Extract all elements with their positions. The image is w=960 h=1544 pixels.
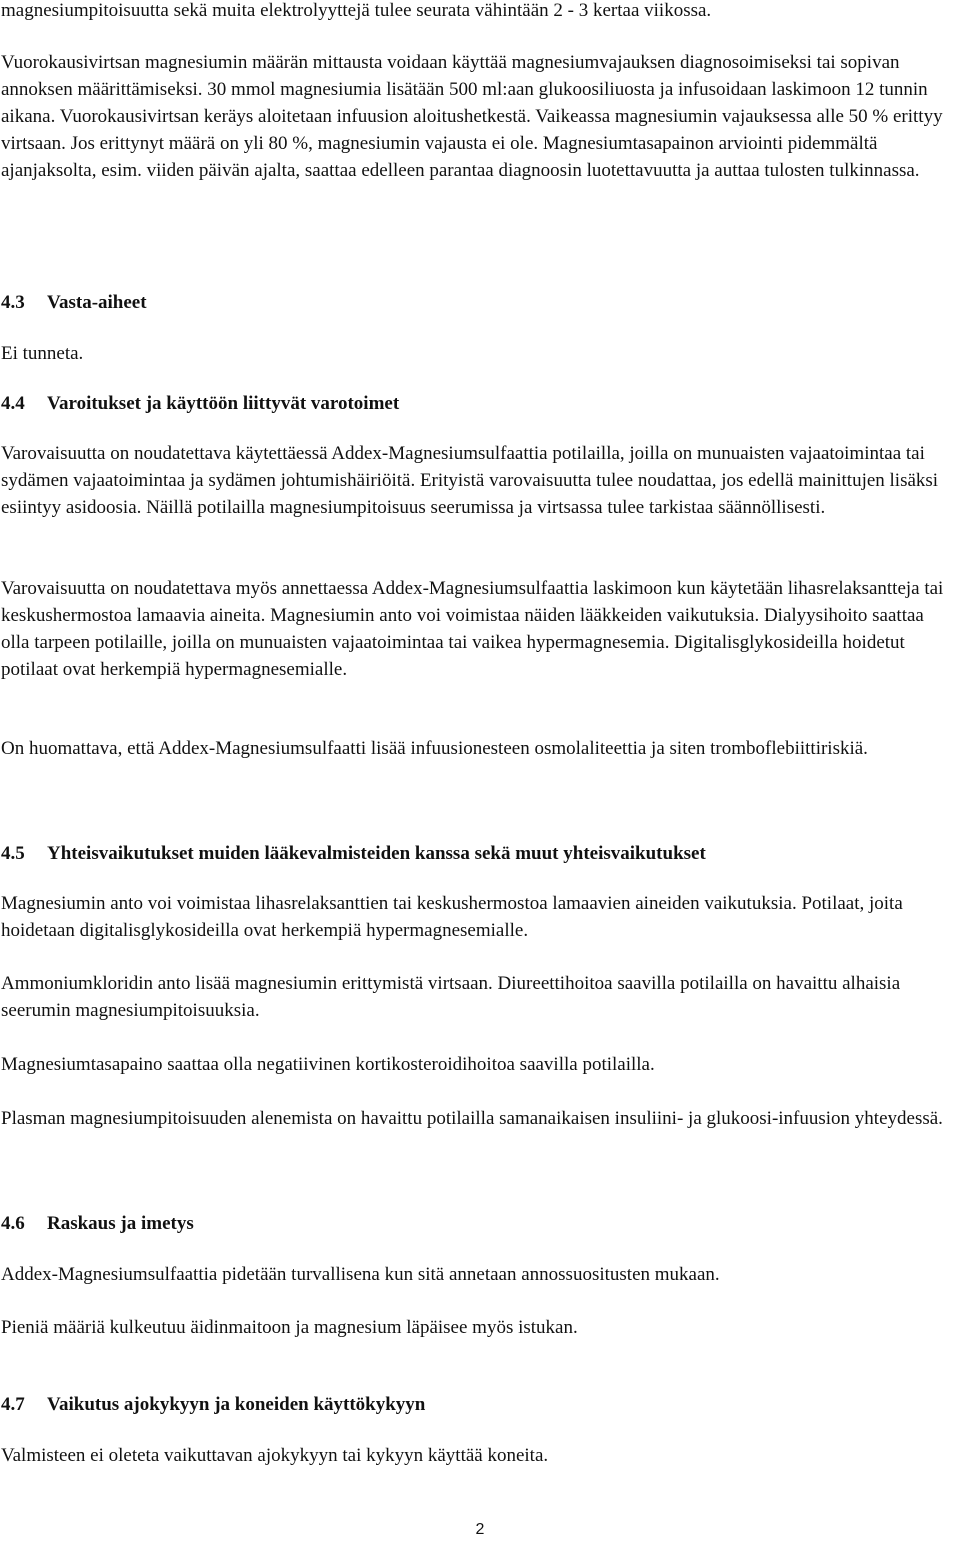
- section-4-4-paragraph-2: [1, 575, 951, 683]
- paragraph-text: On huomattava, että Addex-Magnesiumsulfaatti lisää infuusionesteen osmolaliteettia ja siten tromboflebiittiriskiä.: [1, 738, 868, 759]
- paragraph-text: Magnesiumtasapaino saattaa olla negatiivinen kortikosteroidihoitoa saavilla potilailla.: [1, 1054, 655, 1075]
- section-4-6-paragraph-1: [1, 1261, 951, 1288]
- section-heading-4-3: [1, 289, 147, 316]
- section-title: Vasta-aiheet: [47, 292, 147, 313]
- paragraph-text: Varovaisuutta on noudatettava myös annettaessa Addex-Magnesiumsulfaattia laskimoon kun käytetään lihasrelaksantteja tai keskushermostoa lamaavia aineita. Magnesiumin anto voi voimistaa näiden lääkkeiden vaikutuksia. Dialyysihoito saattaa olla tarpeen potilaille, joilla on munuaisten vajaatoimintaa tai vaikea hypermagnesemia. Digitalisglykosideilla hoidetut potilaat ovat herkempiä hypermagnesemialle.: [1, 578, 944, 680]
- paragraph-text: Addex-Magnesiumsulfaattia pidetään turvallisena kun sitä annetaan annossuositusten mukaan.: [1, 1264, 720, 1285]
- section-4-3-text: Ei tunneta.: [1, 343, 84, 364]
- page-number: 2: [475, 1521, 485, 1538]
- paragraph-text: Valmisteen ei oleteta vaikuttavan ajokykyyn tai kykyyn käyttää koneita.: [1, 1445, 549, 1466]
- intro-line-text: magnesiumpitoisuutta sekä muita elektrolyyttejä tulee seurata vähintään 2 - 3 kertaa viikossa.: [1, 0, 712, 21]
- section-number: 4.7: [1, 1394, 25, 1415]
- paragraph-text: Varovaisuutta on noudatettava käytettäessä Addex-Magnesiumsulfaattia potilailla, joilla on munuaisten vajaatoimintaa tai sydämen vajaatoimintaa ja sydämen johtumishäiriöitä. Erityistä varovaisuutta tulee noudattaa, jos edellä mainittujen lisäksi esiintyy asidoosia. Näillä potilailla magnesiumpitoisuus seerumissa ja virtsassa tulee tarkistaa säännöllisesti.: [1, 443, 939, 518]
- intro-paragraph: [1, 49, 946, 184]
- section-4-5-paragraph-3: [1, 1051, 951, 1078]
- section-4-7-paragraph-1: [1, 1442, 951, 1469]
- section-title: Yhteisvaikutukset muiden lääkevalmisteiden kanssa sekä muut yhteisvaikutukset: [47, 843, 706, 864]
- section-4-6-paragraph-2: [1, 1314, 951, 1341]
- section-4-4-paragraph-3: [1, 735, 951, 762]
- section-heading-4-5: [1, 840, 706, 867]
- intro-paragraph-text: Vuorokausivirtsan magnesiumin määrän mittausta voidaan käyttää magnesiumvajauksen diagnosoimiseksi tai sopivan annoksen määrittämiseksi. 30 mmol magnesiumia lisätään 500 ml:aan glukoosiliuosta ja infusoidaan laskimoon 12 tunnin aikana. Vuorokausivirtsan keräys aloitetaan infuusion aloitushetkestä. Vaikeassa magnesiumin vajauksessa alle 50 % erittyy virtsaan. Jos erittynyt määrä on yli 80 %, magnesiumin vajausta ei ole. Magnesiumtasapainon arviointi pidemmältä ajanjaksolta, esim. viiden päivän ajalta, saattaa edelleen parantaa diagnoosin luotettavuutta ja auttaa tulosten tulkinnassa.: [1, 52, 943, 181]
- section-title: Raskaus ja imetys: [47, 1213, 194, 1234]
- section-number: 4.6: [1, 1213, 25, 1234]
- section-4-5-paragraph-4: [1, 1105, 951, 1132]
- section-4-3-body: [1, 340, 951, 367]
- section-number: 4.5: [1, 843, 25, 864]
- section-heading-4-4: [1, 390, 399, 417]
- section-number: 4.4: [1, 393, 25, 414]
- section-heading-4-7: [1, 1391, 425, 1418]
- section-number: 4.3: [1, 292, 25, 313]
- paragraph-text: Magnesiumin anto voi voimistaa lihasrelaksanttien tai keskushermostoa lamaavien aineiden vaikutuksia. Potilaat, joita hoidetaan digitalisglykosideilla ovat herkempiä hypermagnesemialle.: [1, 893, 903, 941]
- section-title: Vaikutus ajokykyyn ja koneiden käyttökykyyn: [47, 1394, 426, 1415]
- intro-continued-line: [1, 0, 951, 24]
- section-4-5-paragraph-1: [1, 890, 951, 944]
- section-4-4-paragraph-1: [1, 440, 951, 521]
- section-4-5-paragraph-2: [1, 970, 951, 1024]
- paragraph-text: Plasman magnesiumpitoisuuden alenemista on havaittu potilailla samanaikaisen insuliini- ja glukoosi-infuusion yhteydessä.: [1, 1108, 943, 1129]
- section-title: Varoitukset ja käyttöön liittyvät varotoimet: [47, 393, 400, 414]
- section-heading-4-6: [1, 1210, 194, 1237]
- paragraph-text: Ammoniumkloridin anto lisää magnesiumin erittymistä virtsaan. Diureettihoitoa saavilla potilailla on havaittu alhaisia seerumin magnesiumpitoisuuksia.: [1, 973, 901, 1021]
- paragraph-text: Pieniä määriä kulkeutuu äidinmaitoon ja magnesium läpäisee myös istukan.: [1, 1317, 578, 1338]
